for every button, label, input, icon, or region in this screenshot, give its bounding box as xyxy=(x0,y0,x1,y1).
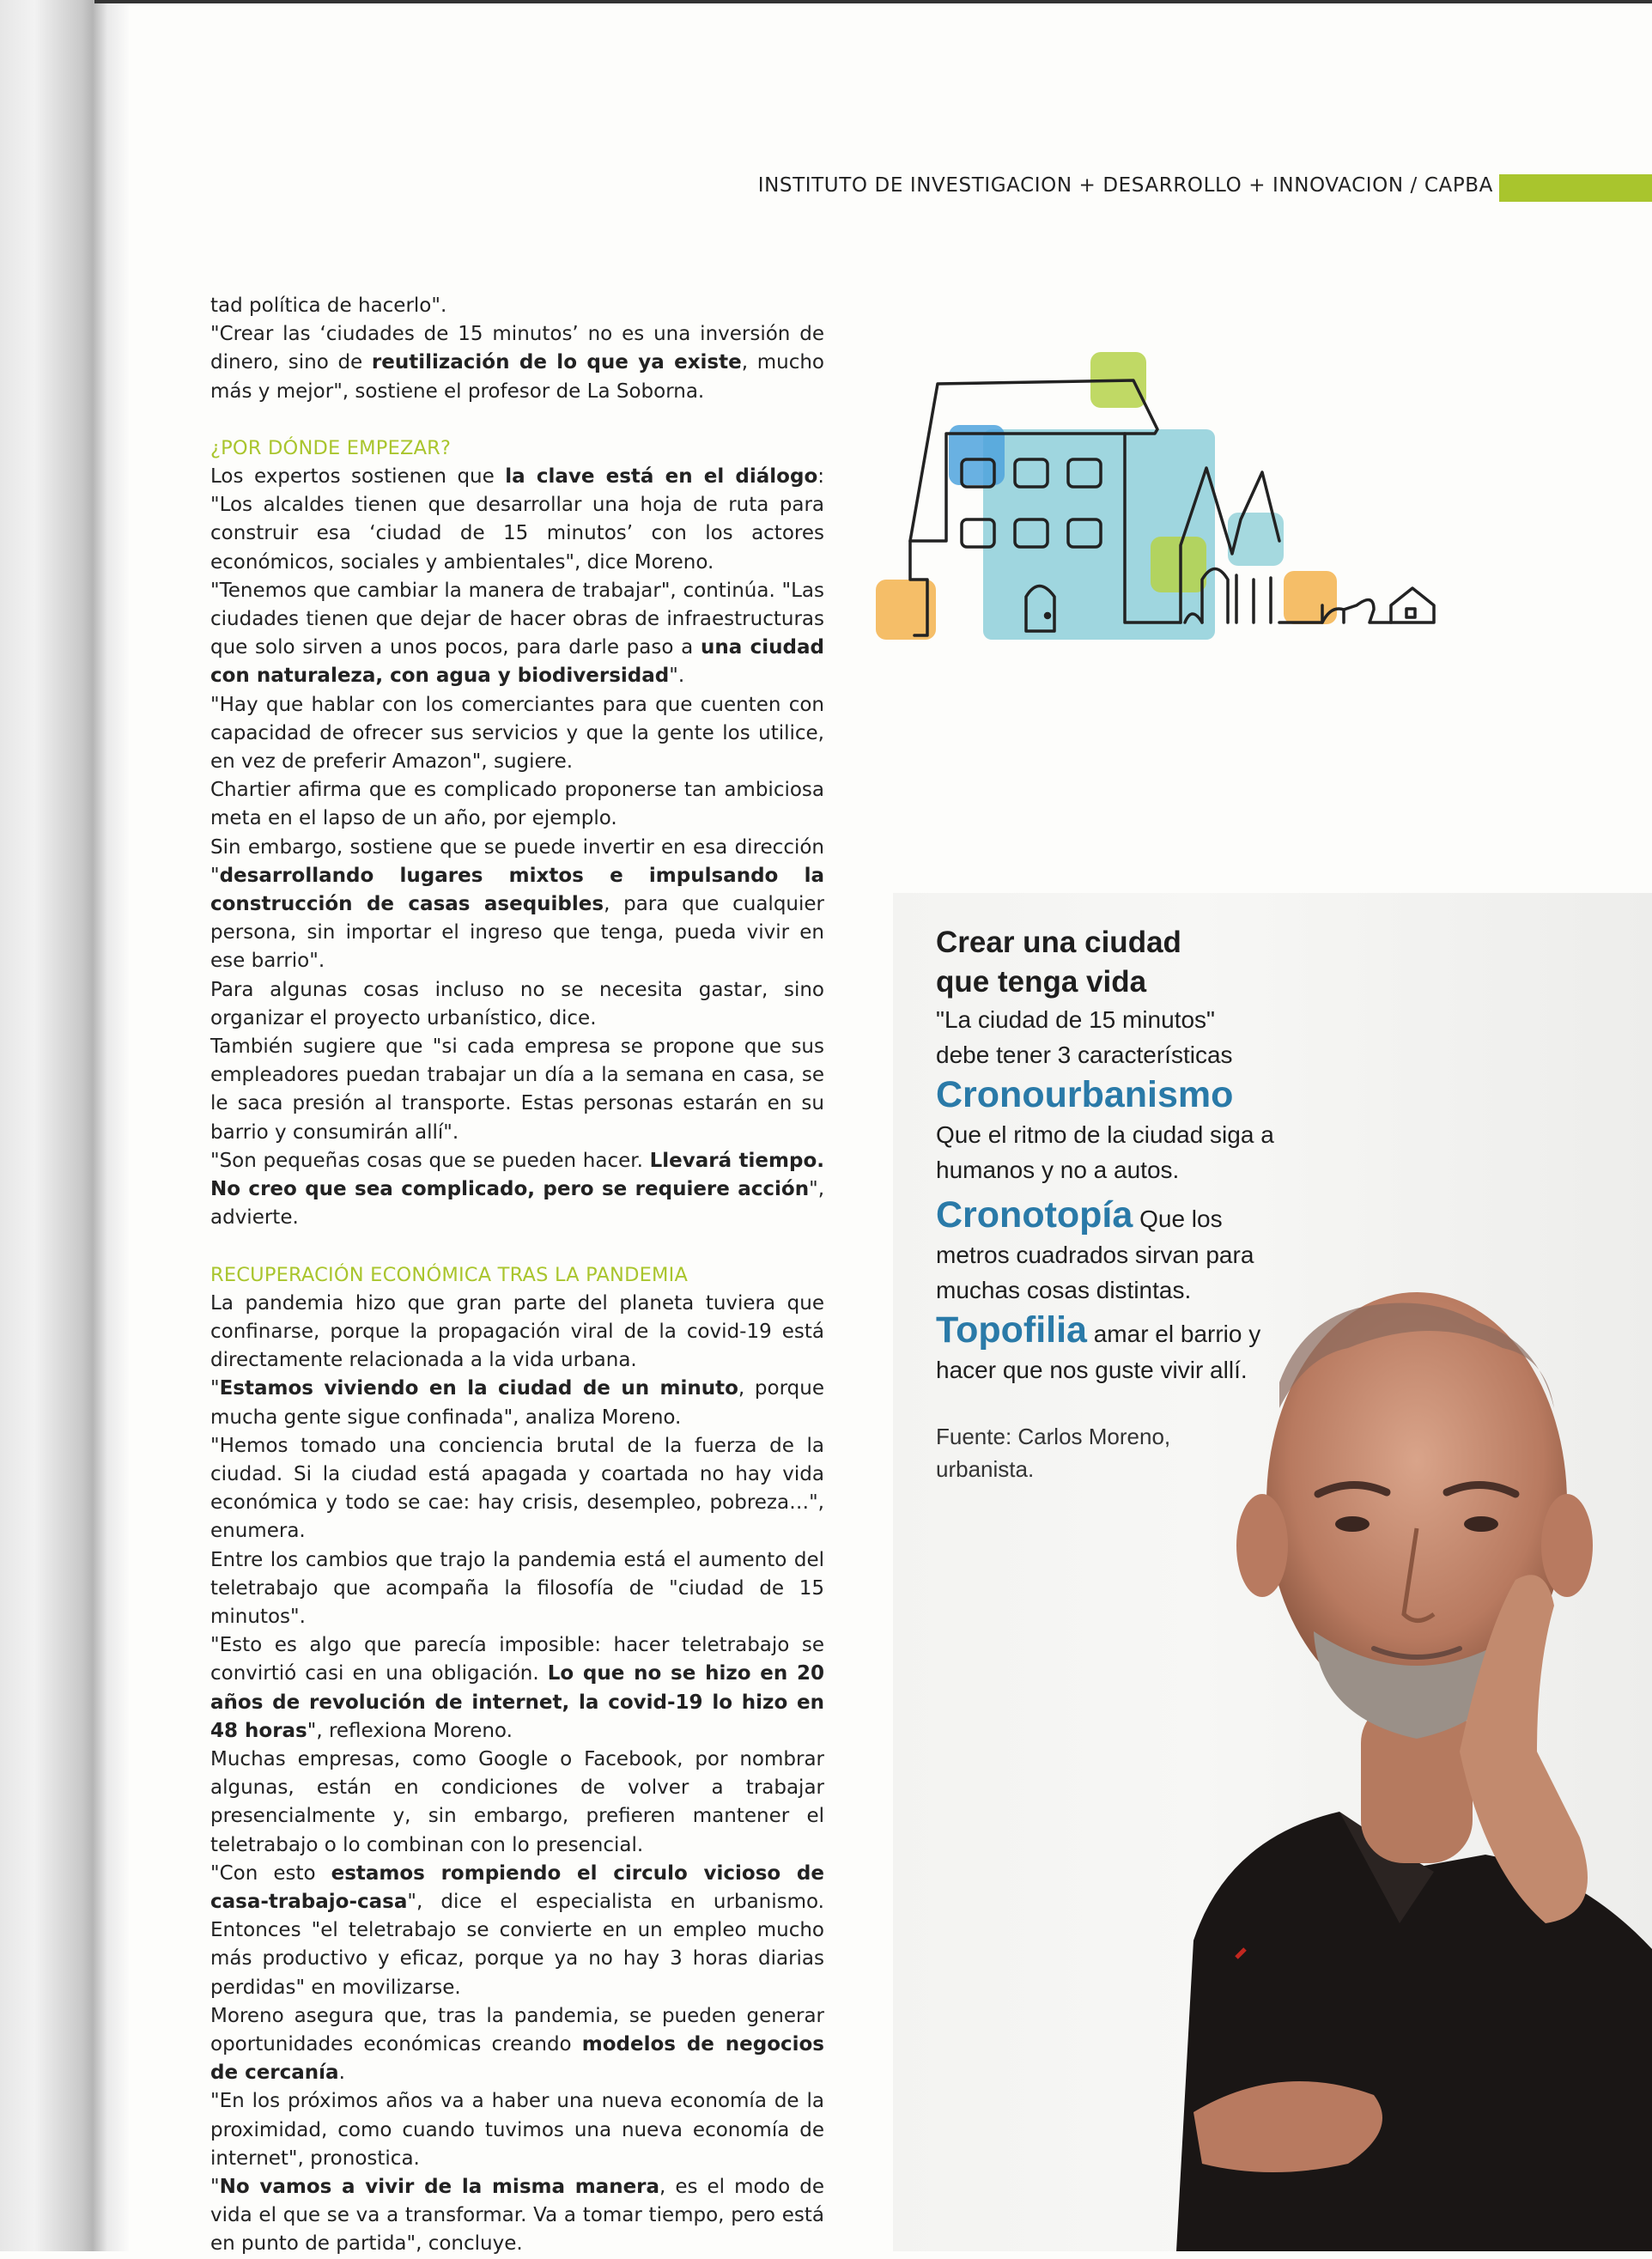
paragraph: Moreno asegura que, tras la pandemia, se pueden generar oportunidades económicas creando modelos de negocios de cercanía. xyxy=(210,2004,824,2085)
top-edge-line xyxy=(94,0,1652,3)
header-accent-bar xyxy=(1499,174,1652,202)
paragraph: "Hay que hablar con los comerciantes para que cuenten con capacidad de ofrecer sus servicios y que la gente los utilice, en vez de preferir Amazon", sugiere. xyxy=(210,693,824,774)
paragraph: "Con esto estamos rompiendo el circulo vicioso de casa-trabajo-casa", dice el especialista en urbanismo. Entonces "el teletrabajo se convierte en un empleo mucho más productivo y eficaz, porque ya no hay 3 horas diarias perdidas" en movilizarse. xyxy=(210,1861,825,1999)
paragraph: "Son pequeñas cosas que se pueden hacer. Llevará tiempo. No creo que sea complicado, pero se requiere acción", advierte. xyxy=(210,1149,824,1230)
paragraph: Para algunas cosas incluso no se necesita gastar, sino organizar el proyecto urbanístico, dice. xyxy=(210,978,824,1029)
book-spine-shadow xyxy=(0,0,129,2251)
paragraph: La pandemia hizo que gran parte del planeta tuviera que confinarse, porque la propagación viral de la covid-19 está directamente relacionada a la vida urbana. xyxy=(210,1291,824,1372)
paragraph: Sin embargo, sostiene que se puede invertir en esa dirección "desarrollando lugares mixtos e impulsando la construcción de casas asequibles, para que cualquier persona, sin importar el ingreso que tenga, pueda vivir en ese barrio". xyxy=(210,835,824,973)
paragraph: "Esto es algo que parecía imposible: hacer teletrabajo se convirtió casi en una obligación. Lo que no se hizo en 20 años de revolución de internet, la covid-19 lo hizo en 48 horas", reflexiona Moreno. xyxy=(210,1634,824,1742)
paragraph: "Crear las ‘ciudades de 15 minutos’ no es una inversión de dinero, sino de reutilización de lo que ya existe, mucho más y mejor", sostiene el profesor de La Soborna. xyxy=(210,323,824,403)
term-cronotopia-block xyxy=(936,1193,1297,1308)
paragraph: "En los próximos años va a haber una nueva economía de la proximidad, como cuando tuvimos una nueva economía de internet", pronostica. xyxy=(210,2090,824,2170)
sidebar-intro-line2: debe tener 3 características xyxy=(936,1041,1233,1068)
source-line2: urbanista. xyxy=(936,1456,1035,1482)
paragraph: "Hemos tomado una conciencia brutal de la fuerza de la ciudad. Si la ciudad está apagada y coartada no hay vida económica y todo se cae: hay crisis, desempleo, pobreza…", enumera. xyxy=(210,1434,824,1543)
sidebar-title-line2: que tenga vida xyxy=(936,965,1147,999)
term-cronourbanismo-desc: Que el ritmo de la ciudad siga a humanos y no a autos. xyxy=(936,1121,1274,1183)
article-column xyxy=(210,292,824,2259)
term-topofilia-desc: amar el barrio y hacer que nos guste vivir allí. xyxy=(936,1321,1261,1383)
section-heading: RECUPERACIÓN ECONÓMICA TRAS LA PANDEMIA xyxy=(210,1263,689,1286)
sidebar-intro-line1: "La ciudad de 15 minutos" xyxy=(936,1006,1215,1033)
paragraph: Entre los cambios que trajo la pandemia está el aumento del teletrabajo que acompaña la filosofía de "ciudad de 15 minutos". xyxy=(210,1548,824,1628)
paragraph: "No vamos a vivir de la misma manera, es el modo de vida el que se va a transformar. Va a tomar tiempo, pero está en punto de partida", concluye. xyxy=(210,2176,824,2256)
source-line1: Fuente: Carlos Moreno, xyxy=(936,1424,1171,1449)
paragraph: Los expertos sostienen que la clave está en el diálogo: "Los alcaldes tienen que desarrollar una hoja de ruta para construir esa ‘ciudad de 15 minutos’ con los actores económicos, sociales y ambientales", dice Moreno. xyxy=(210,465,824,574)
paragraph: tad política de hacerlo". xyxy=(210,295,447,317)
city-houses-illustration xyxy=(876,348,1477,657)
paragraph: "Tenemos que cambiar la manera de trabajar", continúa. "Las ciudades tienen que dejar de hacer obras de infraestructuras que solo sirven a unos pocos, para darle paso a una ciudad con naturaleza, con agua y biodiversidad". xyxy=(210,579,824,688)
paragraph: "Estamos viviendo en la ciudad de un minuto, porque mucha gente sigue confinada", analiza Moreno. xyxy=(210,1377,824,1429)
section-heading: ¿POR DÓNDE EMPEZAR? xyxy=(210,436,452,459)
sidebar-source xyxy=(936,1420,1297,1485)
term-cronotopia-desc: Que los metros cuadrados sirvan para muchas cosas distintas. xyxy=(936,1205,1254,1303)
term-cronourbanismo: Cronourbanismo xyxy=(936,1074,1234,1115)
paragraph: Muchas empresas, como Google o Facebook, por nombrar algunas, están en condiciones de volver a trabajar presencialmente y, sin embargo, prefieren mantener el teletrabajo o lo combinan con lo presencial. xyxy=(210,1747,824,1856)
sidebar-box xyxy=(936,923,1297,1485)
term-topofilia: Topofilia xyxy=(936,1309,1087,1351)
running-header: INSTITUTO DE INVESTIGACION + DESARROLLO + INNOVACION / CAPBA xyxy=(757,174,1493,197)
term-cronotopia: Cronotopía xyxy=(936,1194,1133,1236)
term-topofilia-block xyxy=(936,1308,1297,1388)
paragraph: También sugiere que "si cada empresa se propone que sus empleadores puedan trabajar un día a la semana en casa, se le saca presión al transporte. Estas personas estarán en su barrio y consumirán allí". xyxy=(210,1035,824,1144)
paragraph: Chartier afirma que es complicado proponerse tan ambiciosa meta en el lapso de un año, por ejemplo. xyxy=(210,779,824,830)
sidebar-title-line1: Crear una ciudad xyxy=(936,926,1181,959)
